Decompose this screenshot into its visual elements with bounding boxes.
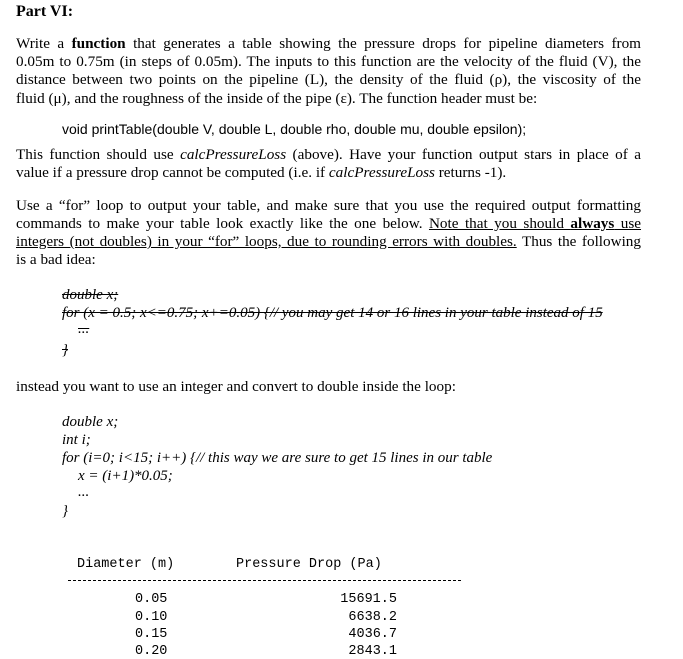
good-code-line-6: } <box>62 503 68 519</box>
table-header-diameter: Diameter (m) <box>77 557 175 572</box>
bad-code-line-3: ... <box>78 321 90 337</box>
loop-line-1: Use a “for” loop to output your table, and make sure that you use the required output formatting <box>16 197 641 214</box>
loop-line-2: commands to make your table look exactly like the one below. Note that you should always use <box>16 215 642 232</box>
intro-line-4: fluid (μ), and the roughness of the inside of the pipe (ε). The function header must be: <box>16 90 538 107</box>
table-row-2-pressure: 6638.2 <box>348 610 397 625</box>
table-row-4-diameter: 0.20 <box>135 644 168 659</box>
table-separator <box>68 580 461 581</box>
loop-line-3: integers (not doubles) in your “for” loops, due to rounding errors with doubles. Thus the following <box>16 233 641 250</box>
good-code-line-1: double x; <box>62 414 119 430</box>
function-header-code: void printTable(double V, double L, double rho, double mu, double epsilon); <box>62 121 527 137</box>
good-code-line-5: ... <box>78 484 90 500</box>
good-code-line-4: x = (i+1)*0.05; <box>78 468 173 484</box>
table-row-2-diameter: 0.10 <box>135 610 168 625</box>
table-row-1-pressure: 15691.5 <box>340 592 397 607</box>
bad-code-line-4: } <box>62 342 68 358</box>
section-heading: Part VI: <box>16 3 74 20</box>
table-row-3-pressure: 4036.7 <box>348 627 397 642</box>
stars-line-2: value if a pressure drop cannot be computed (i.e. if calcPressureLoss returns -1). <box>16 164 507 181</box>
table-row-3-diameter: 0.15 <box>135 627 168 642</box>
intro-line-2: 0.05m to 0.75m (in steps of 0.05m). The inputs to this function are the velocity of the fluid (V), the <box>16 53 641 70</box>
good-code-line-3: for (i=0; i<15; i++) {// this way we are sure to get 15 lines in our table <box>62 450 493 466</box>
bad-code-line-1: double x; <box>62 287 119 303</box>
stars-line-1: This function should use calcPressureLoss (above). Have your function output stars in place of a <box>16 146 641 163</box>
good-code-line-2: int i; <box>62 432 91 448</box>
table-header-pressure: Pressure Drop (Pa) <box>236 557 382 572</box>
bad-code-line-2: for (x = 0.5; x<=0.75; x+=0.05) {// you may get 14 or 16 lines in your table instead of 15 <box>62 305 603 321</box>
intro-line-1: Write a function that generates a table showing the pressure drops for pipeline diameters from <box>16 35 641 52</box>
loop-line-4: is a bad idea: <box>16 251 96 268</box>
integer-instruction: instead you want to use an integer and convert to double inside the loop: <box>16 378 456 395</box>
table-row-4-pressure: 2843.1 <box>348 644 397 659</box>
intro-line-3: distance between two points on the pipeline (L), the density of the fluid (ρ), the viscosity of the <box>16 71 641 88</box>
table-row-1-diameter: 0.05 <box>135 592 168 607</box>
